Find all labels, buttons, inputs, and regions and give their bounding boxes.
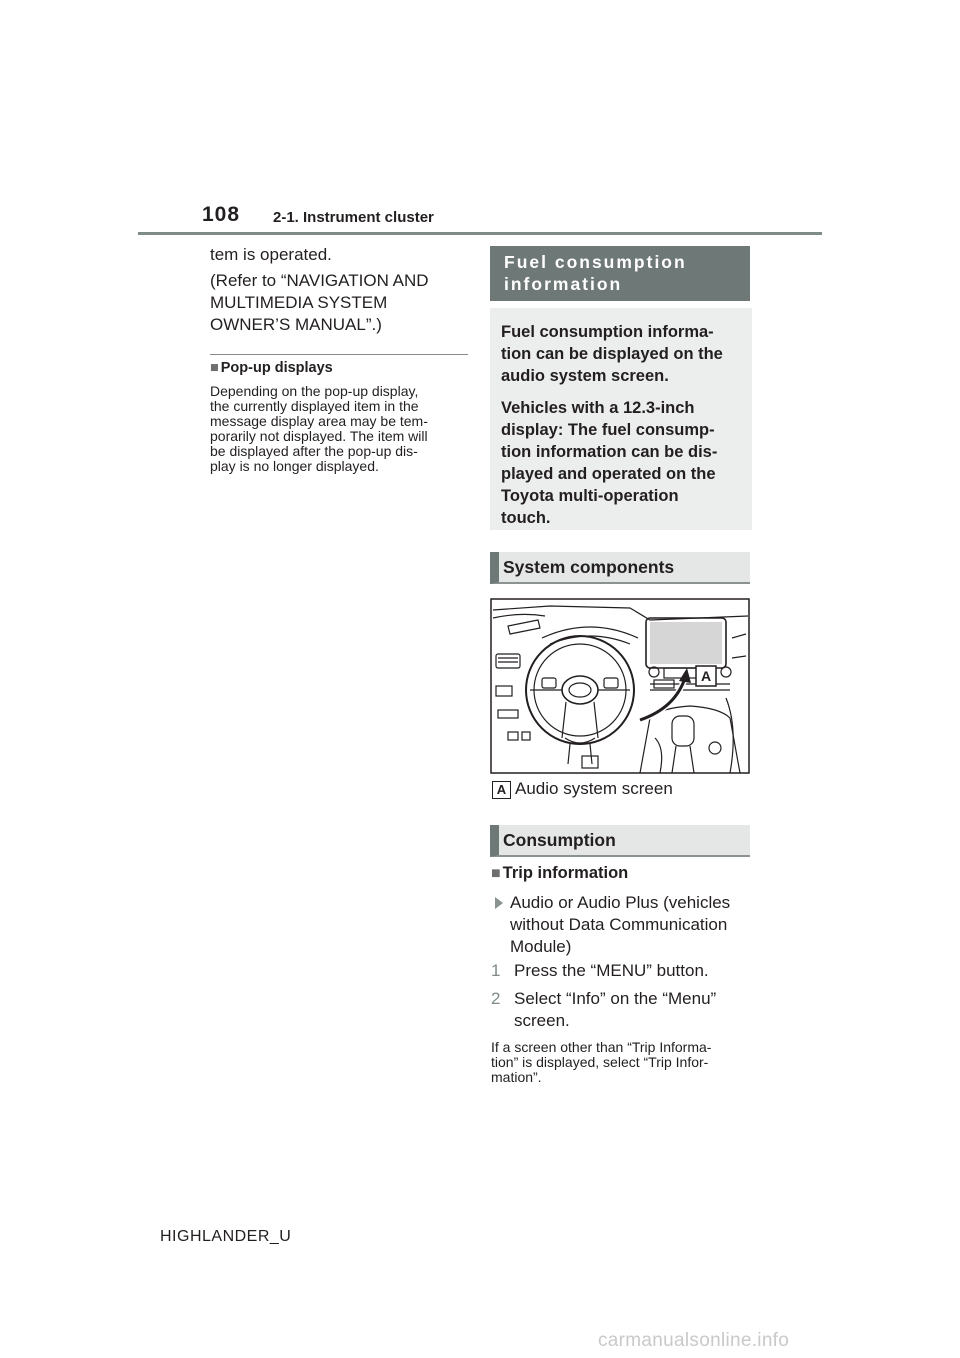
text-line: the currently displayed item in the: [210, 398, 419, 414]
text-line: Module): [510, 937, 572, 956]
text-line: message display area may be tem-: [210, 413, 428, 429]
trip-information-subhead: [491, 864, 628, 883]
text-line: tion can be displayed on the: [501, 345, 723, 363]
text-line: without Data Communication: [510, 915, 728, 934]
subhead-label: Trip information: [502, 864, 629, 882]
step-number: 1: [491, 961, 501, 980]
consumption-header: Consumption: [490, 825, 750, 857]
intro-paragraph: [501, 321, 742, 387]
popup-displays-subhead: [210, 360, 333, 376]
continued-paragraph: tem is operated.: [210, 245, 332, 264]
text-line: OWNER’S MANUAL”.): [210, 315, 382, 334]
callout-label: A: [700, 668, 712, 684]
text-line: Depending on the pop-up display,: [210, 383, 419, 399]
header-line: information: [504, 274, 623, 294]
intro-box: [490, 308, 752, 530]
text-line: audio system screen.: [501, 367, 669, 385]
text-line: screen.: [514, 1011, 570, 1030]
section-title: 2-1. Instrument cluster: [273, 209, 434, 226]
text-line: mation”.: [491, 1069, 542, 1085]
fuel-consumption-header: [490, 246, 750, 301]
text-line: MULTIMEDIA SYSTEM: [210, 293, 388, 312]
model-footer: HIGHLANDER_U: [160, 1228, 292, 1245]
square-bullet-icon: ■: [491, 865, 501, 882]
intro-paragraph: [501, 397, 742, 529]
system-components-header: System components: [490, 552, 750, 584]
text-line: If a screen other than “Trip Informa-: [491, 1039, 712, 1055]
text-line: Fuel consumption informa-: [501, 323, 714, 341]
text-line: tion” is displayed, select “Trip Infor-: [491, 1054, 709, 1070]
trip-note: [491, 1040, 753, 1085]
text-line: Vehicles with a 12.3-inch: [501, 399, 695, 417]
subhead-label: Pop-up displays: [220, 360, 333, 376]
step-number: 2: [491, 989, 501, 1008]
text-line: display: The fuel consump-: [501, 421, 715, 439]
watermark-link[interactable]: carmanualsonline.info: [598, 1330, 790, 1351]
square-bullet-icon: ■: [210, 360, 219, 376]
text-line: (Refer to “NAVIGATION AND: [210, 271, 429, 290]
header-line: Fuel consumption: [504, 252, 687, 272]
text-line: porarily not displayed. The item will: [210, 428, 428, 444]
caption-text: Audio system screen: [515, 779, 673, 798]
text-line: tion information can be dis-: [501, 443, 718, 461]
dashboard-illustration: [490, 598, 750, 774]
header-rule: [138, 232, 822, 235]
text-line: Audio or Audio Plus (vehicles: [510, 893, 731, 912]
triangle-bullet-icon: [495, 897, 503, 909]
page-number: 108: [202, 203, 241, 226]
subsection-rule: [210, 354, 468, 355]
text-line: Press the “MENU” button.: [514, 961, 709, 980]
reference-paragraph: [210, 270, 470, 336]
text-line: be displayed after the pop-up dis-: [210, 443, 418, 459]
text-line: Select “Info” on the “Menu”: [514, 989, 717, 1008]
caption-badge: A: [492, 781, 511, 799]
popup-note: [210, 384, 472, 474]
text-line: touch.: [501, 509, 551, 527]
text-line: Toyota multi-operation: [501, 487, 679, 505]
text-line: play is no longer displayed.: [210, 458, 379, 474]
text-line: played and operated on the: [501, 465, 716, 483]
